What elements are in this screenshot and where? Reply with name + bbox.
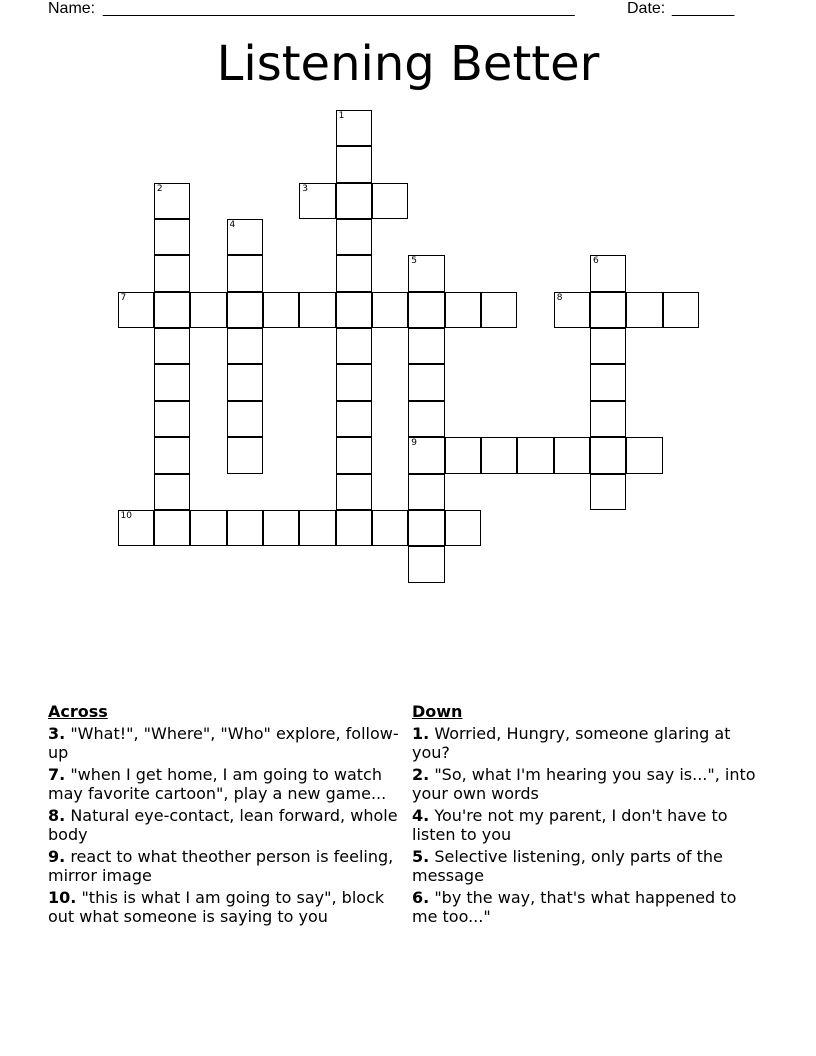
- grid-cell[interactable]: [372, 510, 408, 546]
- grid-cell[interactable]: [154, 219, 190, 255]
- grid-cell[interactable]: [154, 255, 190, 291]
- grid-cell[interactable]: [408, 255, 444, 291]
- grid-cell[interactable]: [517, 437, 553, 473]
- grid-cell[interactable]: [408, 364, 444, 400]
- grid-cell[interactable]: [336, 110, 372, 146]
- grid-cell[interactable]: [408, 474, 444, 510]
- clue-number: 5.: [412, 846, 430, 866]
- clue-text: Selective listening, only parts of the message: [412, 846, 723, 885]
- clue-number: 5: [411, 256, 418, 267]
- grid-cell[interactable]: [227, 219, 263, 255]
- grid-cell[interactable]: [227, 437, 263, 473]
- down-clue: [412, 847, 762, 886]
- clue-text: "What!", "Where", "Who" explore, follow-up: [48, 723, 399, 762]
- grid-cell[interactable]: [372, 183, 408, 219]
- clue-text: "by the way, that's what happened to me too...": [412, 887, 737, 926]
- grid-cell[interactable]: [336, 510, 372, 546]
- grid-cell[interactable]: [190, 292, 226, 328]
- clue-number: 2.: [412, 764, 430, 784]
- grid-cell[interactable]: [336, 401, 372, 437]
- clue-number: 1: [338, 111, 345, 121]
- grid-cell[interactable]: [227, 292, 263, 328]
- clue-text: You're not my parent, I don't have to listen to you: [412, 805, 728, 844]
- grid-cell[interactable]: [372, 292, 408, 328]
- grid-cell[interactable]: [408, 510, 444, 546]
- grid-cell[interactable]: [590, 292, 626, 328]
- clue-number: 7.: [48, 764, 66, 784]
- across-clue: [48, 847, 410, 886]
- down-clues: [412, 702, 762, 929]
- grid-cell[interactable]: [299, 183, 335, 219]
- clue-text: "this is what I am going to say", block out what someone is saying to you: [48, 887, 385, 926]
- grid-cell[interactable]: [408, 401, 444, 437]
- grid-cell[interactable]: [590, 255, 626, 291]
- grid-cell[interactable]: [481, 292, 517, 328]
- grid-cell[interactable]: [408, 546, 444, 582]
- grid-cell[interactable]: [336, 474, 372, 510]
- clue-number: 8: [556, 292, 563, 303]
- grid-cell[interactable]: [154, 328, 190, 364]
- clue-number: 6.: [412, 887, 430, 907]
- date-label: Date:: [627, 0, 666, 17]
- grid-cell[interactable]: [336, 255, 372, 291]
- grid-cell[interactable]: [408, 328, 444, 364]
- grid-cell[interactable]: [554, 292, 590, 328]
- grid-cell[interactable]: [626, 292, 662, 328]
- clue-number: 9: [411, 438, 418, 449]
- across-clues: [48, 702, 410, 929]
- name-label: Name:: [48, 0, 96, 17]
- grid-cell[interactable]: [336, 437, 372, 473]
- clue-number: 8.: [48, 805, 66, 825]
- grid-cell[interactable]: [227, 510, 263, 546]
- clue-text: Worried, Hungry, someone glaring at you?: [412, 723, 731, 762]
- grid-cell[interactable]: [626, 437, 662, 473]
- clue-number: 3: [302, 183, 308, 194]
- grid-cell[interactable]: [590, 437, 626, 473]
- grid-cell[interactable]: [445, 292, 481, 328]
- grid-cell[interactable]: [154, 292, 190, 328]
- grid-cell[interactable]: [263, 292, 299, 328]
- grid-cell[interactable]: [336, 328, 372, 364]
- grid-cell[interactable]: [227, 364, 263, 400]
- grid-cell[interactable]: [154, 183, 190, 219]
- clue-number: 4.: [412, 805, 430, 825]
- across-clue: [48, 724, 410, 763]
- clue-text: "when I get home, I am going to watch may favorite cartoon", play a new game...: [48, 764, 387, 803]
- grid-cell[interactable]: [445, 510, 481, 546]
- clue-number: 7: [120, 292, 127, 303]
- clue-text: react to what theother person is feeling, mirror image: [48, 846, 394, 885]
- grid-cell[interactable]: [481, 437, 517, 473]
- grid-cell[interactable]: [154, 510, 190, 546]
- grid-cell[interactable]: [336, 219, 372, 255]
- down-clue: [412, 806, 762, 845]
- grid-cell[interactable]: [336, 292, 372, 328]
- clue-text: "So, what I'm hearing you say is...", into your own words: [412, 764, 756, 803]
- clue-number: 1.: [412, 723, 430, 743]
- grid-cell[interactable]: [336, 183, 372, 219]
- grid-cell[interactable]: [408, 437, 444, 473]
- name-field-line[interactable]: _____________________________________________________: [103, 0, 575, 17]
- page-title: Listening Better: [216, 36, 600, 92]
- across-clue: [48, 765, 410, 804]
- down-clue: [412, 888, 762, 927]
- grid-cell[interactable]: [227, 328, 263, 364]
- grid-cell[interactable]: [299, 510, 335, 546]
- grid-cell[interactable]: [118, 292, 154, 328]
- grid-cell[interactable]: [336, 364, 372, 400]
- across-clue: [48, 888, 410, 927]
- grid-cell[interactable]: [663, 292, 699, 328]
- clue-number: 3.: [48, 723, 66, 743]
- grid-cell[interactable]: [190, 510, 226, 546]
- down-heading: Down: [412, 702, 463, 721]
- grid-cell[interactable]: [590, 474, 626, 510]
- clue-number: 9.: [48, 846, 66, 866]
- clue-number: 10: [120, 510, 132, 521]
- grid-cell[interactable]: [554, 437, 590, 473]
- clue-text: Natural eye-contact, lean forward, whole body: [48, 805, 398, 844]
- across-clue: [48, 806, 410, 845]
- grid-cell[interactable]: [154, 364, 190, 400]
- clue-number: 2: [156, 183, 163, 194]
- grid-cell[interactable]: [299, 292, 335, 328]
- across-heading: Across: [48, 702, 108, 721]
- grid-cell[interactable]: [336, 146, 372, 182]
- grid-cell[interactable]: [445, 437, 481, 473]
- grid-cell[interactable]: [154, 437, 190, 473]
- down-clue: [412, 724, 762, 763]
- grid-cell[interactable]: [154, 474, 190, 510]
- down-clue: [412, 765, 762, 804]
- grid-cell[interactable]: [118, 510, 154, 546]
- grid-cell[interactable]: [227, 255, 263, 291]
- clue-number: 4: [229, 220, 236, 231]
- grid-cell[interactable]: [590, 401, 626, 437]
- clue-number: 6: [593, 256, 599, 267]
- clue-number: 10.: [48, 887, 77, 907]
- grid-cell[interactable]: [227, 401, 263, 437]
- grid-cell[interactable]: [590, 364, 626, 400]
- grid-cell[interactable]: [154, 401, 190, 437]
- grid-cell[interactable]: [590, 328, 626, 364]
- grid-cell[interactable]: [263, 510, 299, 546]
- date-field-line[interactable]: _______: [672, 0, 735, 17]
- grid-cell[interactable]: [408, 292, 444, 328]
